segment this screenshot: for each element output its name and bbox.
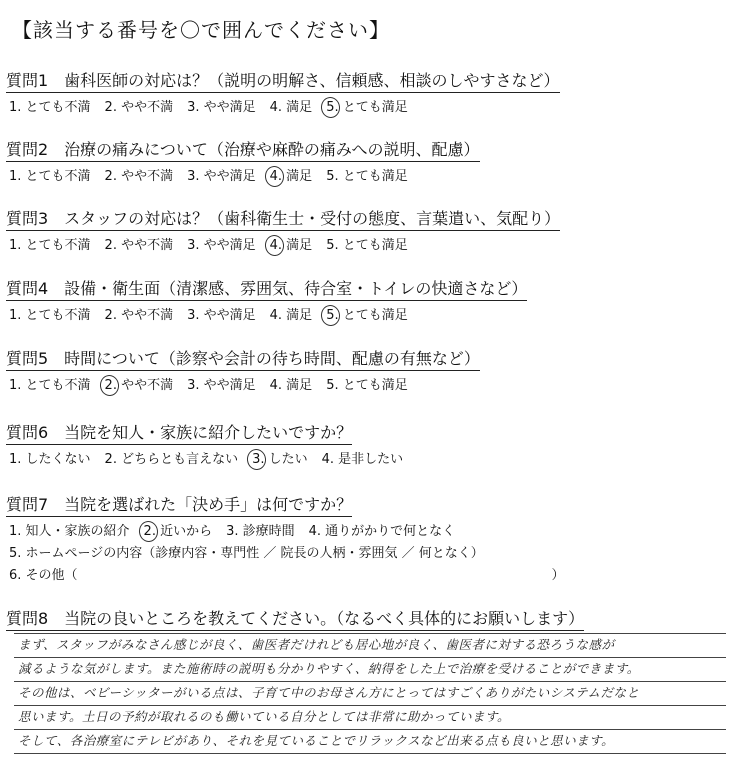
question-8 — [6, 606, 584, 631]
other-close-paren: ） — [551, 568, 565, 583]
option-1[interactable] — [9, 374, 91, 393]
option-2[interactable] — [144, 520, 213, 539]
question-7 — [6, 492, 565, 583]
option-text: 1. とても不満 — [9, 378, 91, 393]
option-text: 5. とても満足 — [326, 238, 408, 253]
option-text: 5. とても満足 — [326, 169, 408, 184]
question-5 — [6, 346, 480, 393]
option-text: 3. やや満足 — [187, 169, 256, 184]
option-row — [6, 165, 480, 184]
option-5[interactable] — [326, 165, 408, 184]
question-title: 質問5 時間について（診察や会計の待ち時間、配慮の有無など） — [6, 346, 480, 371]
option-5[interactable] — [326, 96, 408, 115]
option-text: 4. 是非したい — [321, 452, 404, 467]
option-5[interactable] — [326, 374, 408, 393]
option-3[interactable] — [252, 448, 308, 467]
option-homepage[interactable]: 5. ホームページの内容（診療内容・専門性 ／ 院長の人柄・雰囲気 ／ 何となく） — [9, 546, 484, 561]
option-text: 3. やや満足 — [187, 378, 256, 393]
option-4[interactable] — [270, 96, 313, 115]
option-row — [6, 448, 417, 467]
handwriting-line: 思います。土日の予約が取れるのも働いている自分としては非常に助かっています。 — [14, 706, 726, 730]
question-6 — [6, 420, 417, 467]
option-4[interactable] — [309, 520, 456, 539]
option-text: 4. 通りがかりで何となく — [308, 524, 456, 539]
option-text: 3. 診療時間 — [226, 524, 295, 539]
option-1[interactable] — [9, 96, 91, 115]
option-4[interactable] — [270, 304, 313, 323]
option-text: 2. やや不満 — [104, 100, 174, 115]
option-1[interactable] — [9, 520, 130, 539]
option-1[interactable] — [9, 234, 91, 253]
option-3[interactable] — [187, 304, 256, 323]
option-text: 4. 満足 — [269, 238, 313, 253]
question-2 — [6, 137, 480, 184]
option-2[interactable] — [105, 165, 174, 184]
option-4[interactable] — [322, 448, 404, 467]
option-row — [6, 234, 560, 253]
handwriting-line: その他は、ベビーシッターがいる点は、子育て中のお母さん方にとってはすごくありがたいシステムだなと — [14, 682, 726, 706]
option-text: 1. とても不満 — [9, 308, 91, 323]
option-other[interactable]: 6. その他（ — [9, 568, 78, 583]
option-text: 2. やや不満 — [104, 378, 174, 393]
question-3 — [6, 206, 560, 253]
option-row-3 — [6, 564, 565, 583]
option-3[interactable] — [187, 165, 256, 184]
option-text: 5. とても満足 — [326, 308, 408, 323]
option-row — [6, 304, 527, 323]
option-text: 3. やや満足 — [187, 308, 256, 323]
option-row-1 — [6, 520, 565, 539]
question-title: 質問6 当院を知人・家族に紹介したいですか？ — [6, 420, 352, 445]
option-text: 4. 満足 — [269, 169, 313, 184]
question-title: 質問1 歯科医師の対応は？（説明の明解さ、信頼感、相談のしやすさなど） — [6, 68, 560, 93]
option-row-2 — [6, 542, 565, 561]
option-text: 5. とても満足 — [326, 100, 408, 115]
handwritten-answer[interactable] — [14, 633, 726, 754]
option-1[interactable] — [9, 304, 91, 323]
option-row — [6, 96, 560, 115]
question-1 — [6, 68, 560, 115]
option-text: 4. 満足 — [269, 378, 313, 393]
option-4[interactable] — [270, 234, 313, 253]
option-text: 1. とても不満 — [9, 238, 91, 253]
option-text: 1. とても不満 — [9, 169, 91, 184]
option-text: 1. したくない — [9, 452, 91, 467]
option-2[interactable] — [105, 374, 174, 393]
option-2[interactable] — [105, 304, 174, 323]
option-text: 3. やや満足 — [187, 100, 256, 115]
option-row — [6, 374, 480, 393]
handwriting-line: まず、スタッフがみなさん感じが良く、歯医者だけれども居心地が良く、歯医者に対する恐ろうな感が — [14, 633, 726, 658]
option-4[interactable] — [270, 165, 313, 184]
option-text: 2. やや不満 — [104, 169, 174, 184]
option-text: 3. したい — [252, 452, 308, 467]
form-header: 【該当する番号を〇で囲んでください】 — [12, 18, 390, 42]
option-1[interactable] — [9, 165, 91, 184]
question-title: 質問8 当院の良いところを教えてください。（なるべく具体的にお願いします） — [6, 606, 584, 631]
option-text: 4. 満足 — [269, 308, 313, 323]
handwriting-line: 減るような気がします。また施術時の説明も分かりやすく、納得をした上で治療を受けることができます。 — [14, 658, 726, 682]
question-title: 質問4 設備・衛生面（清潔感、雰囲気、待合室・トイレの快適さなど） — [6, 276, 527, 301]
option-text: 2. やや不満 — [104, 238, 174, 253]
option-text: 5. とても満足 — [326, 378, 408, 393]
option-3[interactable] — [226, 520, 295, 539]
option-text: 1. とても不満 — [9, 100, 91, 115]
option-text: 4. 満足 — [269, 100, 313, 115]
question-4 — [6, 276, 527, 323]
option-1[interactable] — [9, 448, 91, 467]
option-5[interactable] — [326, 304, 408, 323]
option-text: 2. 近いから — [143, 524, 213, 539]
option-text: 2. やや不満 — [104, 308, 174, 323]
option-3[interactable] — [187, 374, 256, 393]
option-2[interactable] — [105, 96, 174, 115]
question-title: 質問2 治療の痛みについて（治療や麻酔の痛みへの説明、配慮） — [6, 137, 480, 162]
option-text: 1. 知人・家族の紹介 — [9, 524, 130, 539]
option-4[interactable] — [270, 374, 313, 393]
option-text: 3. やや満足 — [187, 238, 256, 253]
option-2[interactable] — [105, 448, 239, 467]
option-3[interactable] — [187, 234, 256, 253]
option-5[interactable] — [326, 234, 408, 253]
option-2[interactable] — [105, 234, 174, 253]
option-text: 2. どちらとも言えない — [104, 452, 239, 467]
question-title: 質問3 スタッフの対応は？（歯科衛生士・受付の態度、言葉遣い、気配り） — [6, 206, 560, 231]
question-title: 質問7 当院を選ばれた「決め手」は何ですか？ — [6, 492, 352, 517]
handwriting-line: そして、各治療室にテレビがあり、それを見ていることでリラックスなど出来る点も良いと思います。 — [14, 730, 726, 754]
option-3[interactable] — [187, 96, 256, 115]
